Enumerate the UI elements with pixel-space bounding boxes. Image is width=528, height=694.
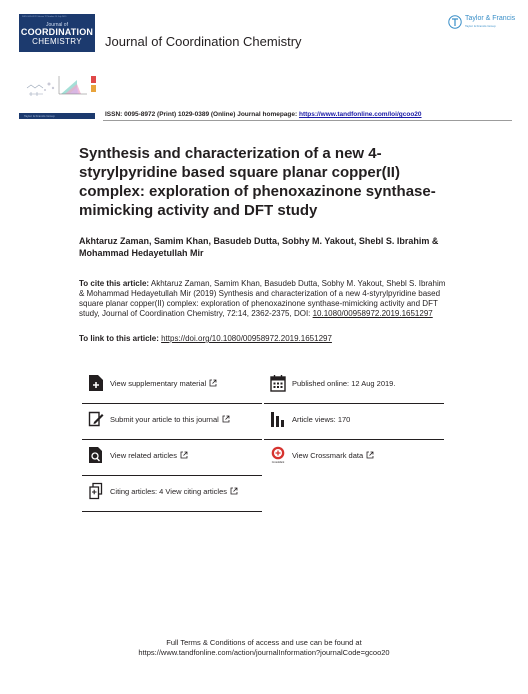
cover-top-line: ISSN 0095-8972 Volume 72 Number 14 July 2019 — [22, 16, 67, 18]
article-title: Synthesis and characterization of a new 4-styrylpyridine based square planar copper(II) complex: exploration of phenoxazinone synthase-mimicking activity and DFT study — [79, 145, 436, 219]
crossmark-icon — [270, 446, 286, 464]
action-divider — [82, 511, 262, 512]
supplementary-file-icon — [88, 374, 104, 392]
calendar-icon — [270, 374, 286, 392]
submit-label: Submit your article to this journal — [110, 415, 219, 424]
crossmark-label: View Crossmark data — [292, 451, 364, 460]
article-doi-link[interactable]: https://doi.org/10.1080/00958972.2019.1651297 — [161, 334, 332, 343]
cover-title-line1: Journal of — [46, 22, 68, 28]
citation-doi[interactable]: 10.1080/00958972.2019.1651297 — [312, 309, 433, 318]
citation-label: To cite this article: — [79, 279, 150, 288]
publisher-logo-icon — [448, 15, 462, 29]
bar-chart-icon — [270, 410, 286, 428]
article-views — [264, 407, 444, 433]
citing-articles-button[interactable] — [82, 479, 262, 505]
article-link-line — [79, 334, 332, 343]
publisher-name: Taylor & Francis — [465, 15, 516, 22]
publisher-logo[interactable] — [448, 14, 516, 32]
footer-terms-text: Full Terms & Conditions of access and use can be found at — [166, 638, 362, 647]
article-views-label: Article views: 170 — [292, 415, 351, 424]
citation-text: Akhtaruz Zaman, Samim Khan, Basudeb Dutta, Sobhy M. Yakout, Shebl S. Ibrahim & Mohammad Hedayetullah Mir (2019) Synthesis and characterization of a new 4-styrylpyridine based square planar copper(II) complex: exploration of phenoxazinone synthase-mimicking activity and DFT study, Journal of Coordination Chemistry, 72:14, 2362-2375, DOI: — [79, 279, 446, 318]
external-link-icon — [230, 487, 238, 495]
citation-block — [79, 279, 451, 319]
action-divider — [82, 475, 262, 476]
supplementary-label: View supplementary material — [110, 379, 207, 388]
article-authors: Akhtaruz Zaman, Samim Khan, Basudeb Dutta, Sobhy M. Yakout, Shebl S. Ibrahim & Mohammad Hedayetullah Mir — [79, 236, 439, 258]
article-link-label: To link to this article: — [79, 334, 162, 343]
external-link-icon — [222, 415, 230, 423]
published-date-label: Published online: 12 Aug 2019. — [292, 379, 396, 388]
footer-terms-link[interactable]: https://www.tandfonline.com/action/journalInformation?journalCode=gcoo20 — [138, 648, 390, 657]
action-divider — [264, 403, 444, 404]
publisher-band — [19, 113, 95, 119]
view-supplementary-button[interactable] — [82, 371, 262, 397]
view-related-articles-button[interactable] — [82, 443, 262, 469]
cover-title-line2: COORDINATION — [20, 27, 94, 37]
published-date — [264, 371, 444, 397]
action-divider — [264, 439, 444, 440]
issn-line — [105, 111, 422, 118]
journal-title[interactable]: Journal of Coordination Chemistry — [105, 34, 302, 49]
citing-label: Citing articles: 4 View citing articles — [110, 487, 227, 496]
publisher-band-text: Taylor & Francis Group — [24, 114, 55, 118]
external-link-icon — [209, 379, 217, 387]
publisher-tagline: Taylor & Francis Group — [465, 24, 496, 28]
graphical-abstract-image — [25, 70, 103, 100]
search-document-icon — [88, 446, 104, 464]
citing-articles-icon — [88, 482, 104, 500]
issn-text: ISSN: 0095-8972 (Print) 1029-0389 (Online) Journal homepage: — [105, 111, 299, 118]
edit-document-icon — [88, 410, 104, 428]
crossmark-logo-text: CrossMark — [271, 461, 285, 464]
external-link-icon — [366, 451, 374, 459]
action-divider — [82, 439, 262, 440]
header-divider — [103, 120, 512, 121]
journal-homepage-link[interactable]: https://www.tandfonline.com/loi/gcoo20 — [298, 111, 422, 118]
view-crossmark-button[interactable] — [264, 443, 444, 469]
submit-article-button[interactable] — [82, 407, 262, 433]
related-label: View related articles — [110, 451, 177, 460]
external-link-icon — [180, 451, 188, 459]
footer-terms — [0, 638, 528, 658]
cover-title-line3: CHEMISTRY — [32, 37, 82, 46]
action-divider — [82, 403, 262, 404]
journal-cover-thumbnail — [19, 14, 95, 52]
